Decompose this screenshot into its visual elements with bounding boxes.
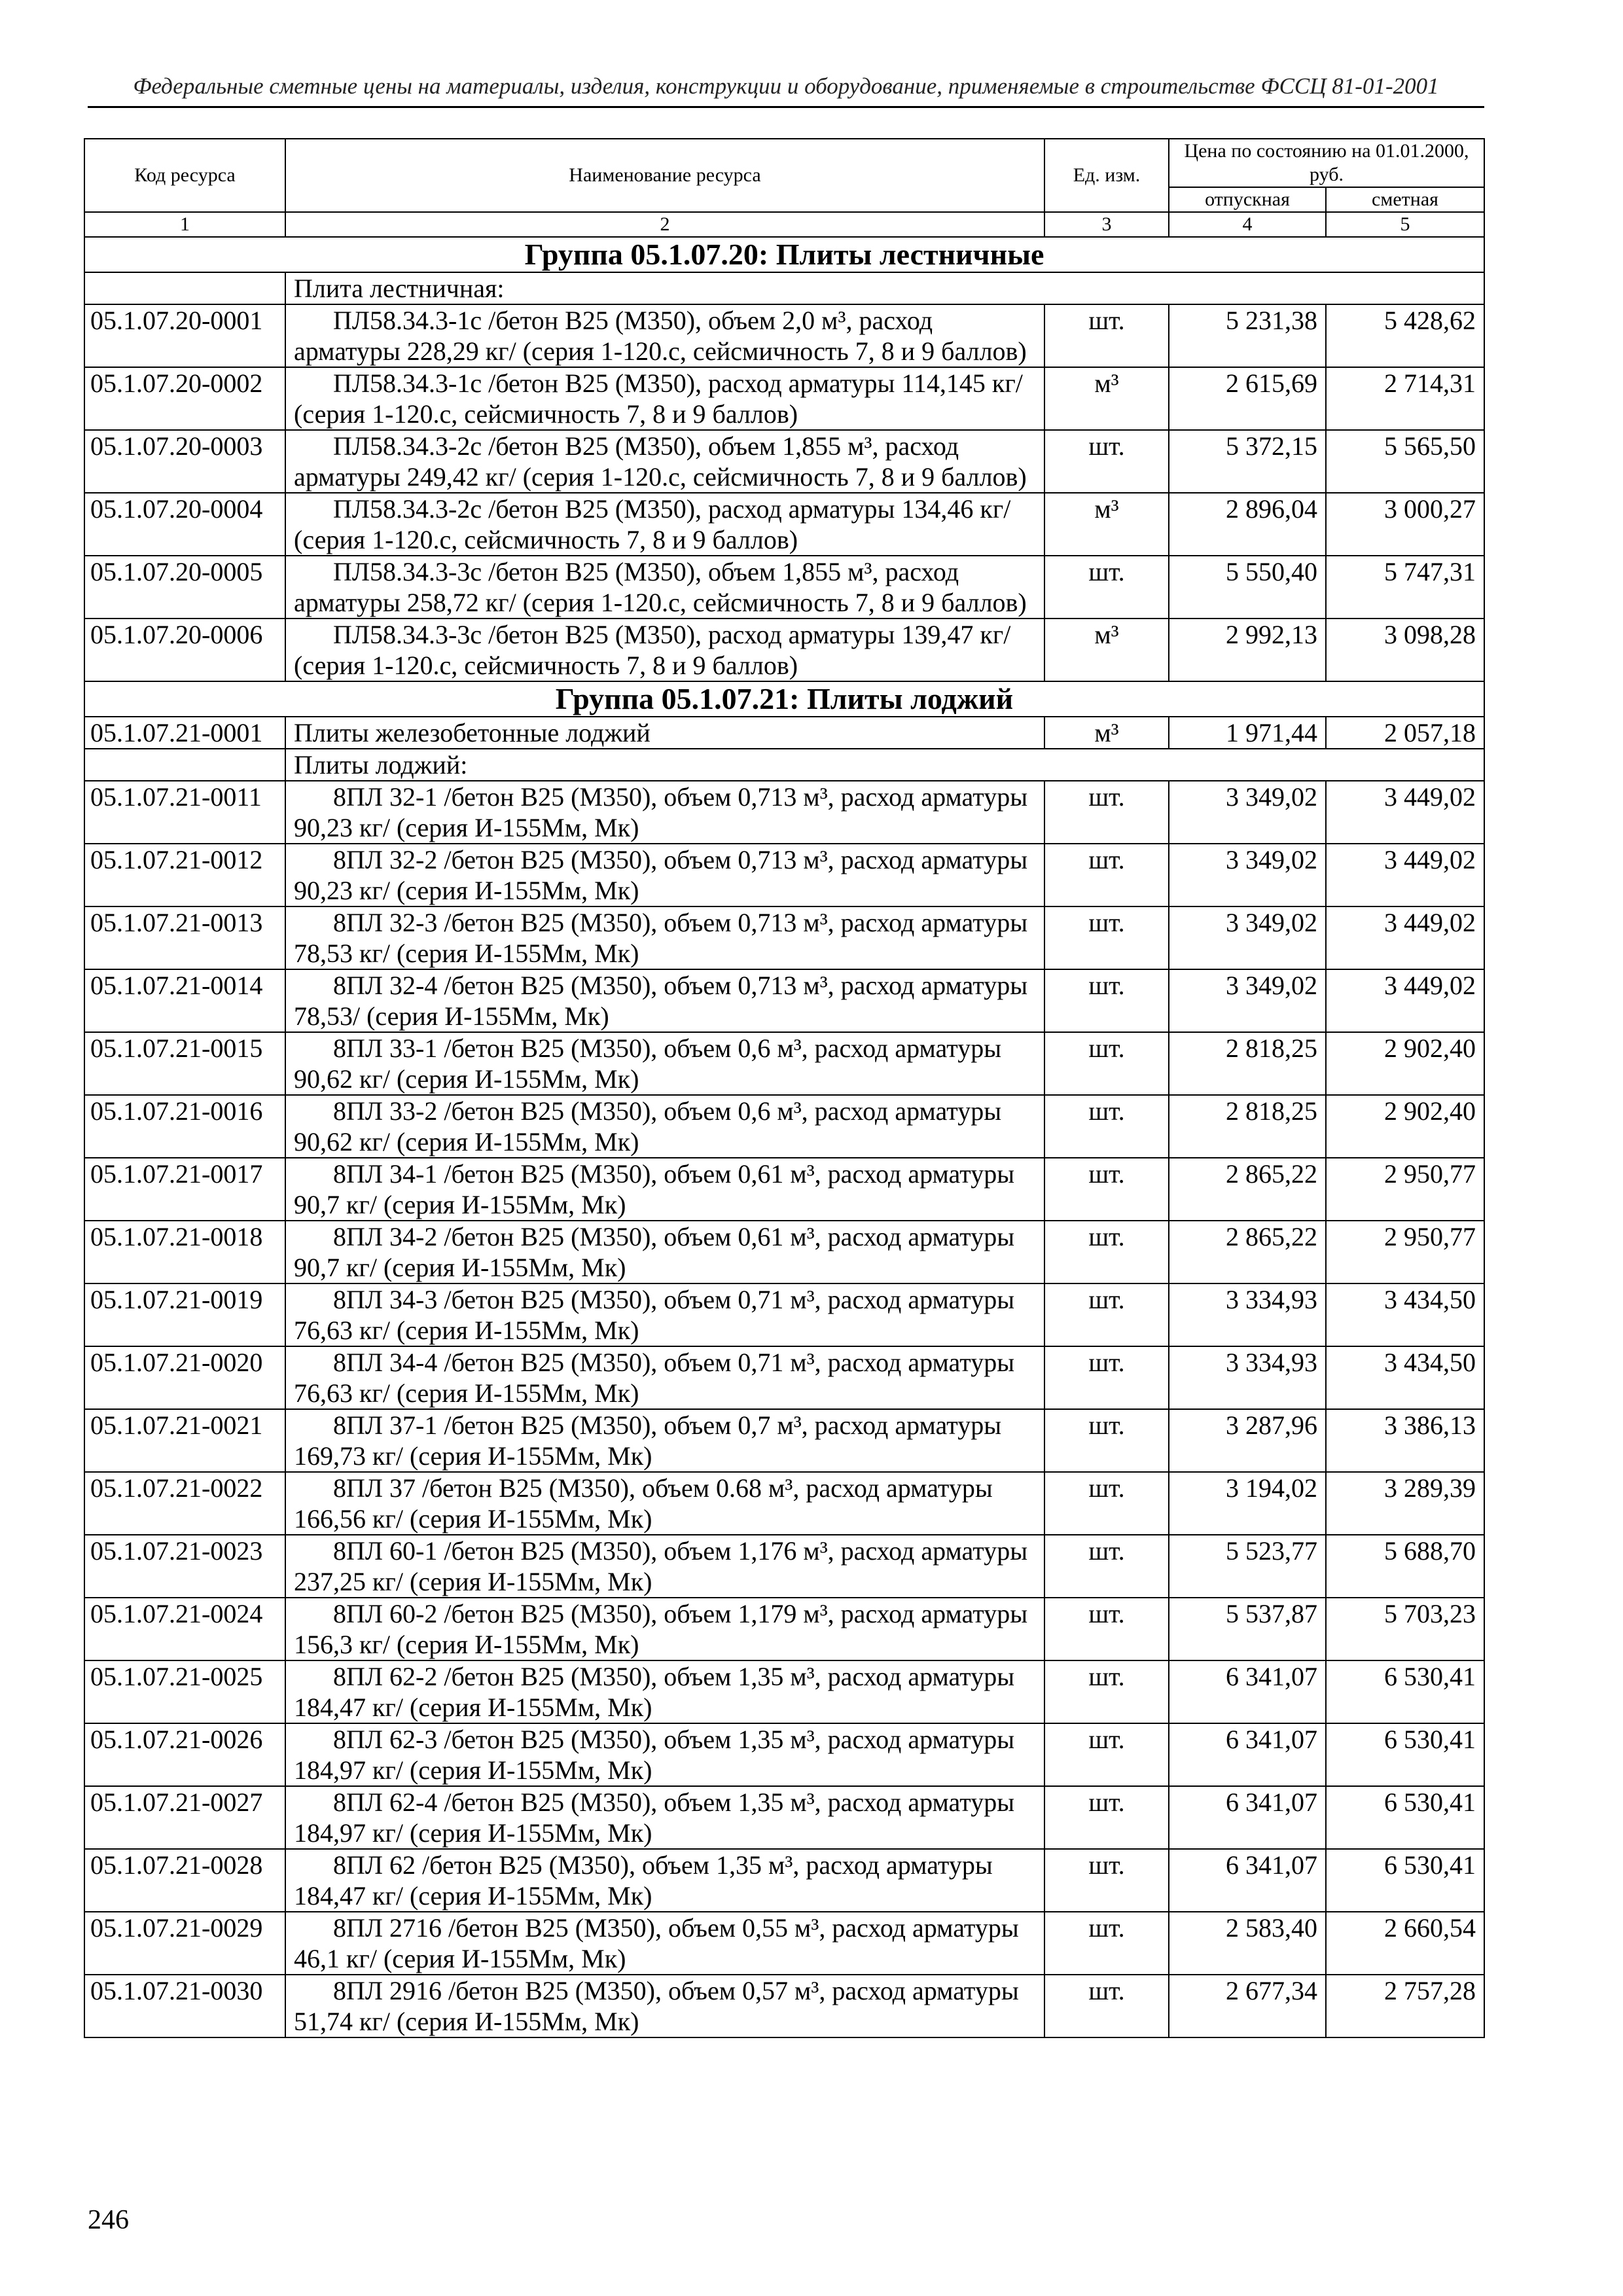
resource-name-text: ПЛ58.34.3-1с /бетон В25 (М350), объем 2,0 м³, расход арматуры 228,29 кг/ (серия 1-120.с, сейсмичность 7, 8 и 9 баллов)	[294, 306, 1027, 366]
resource-name	[285, 1032, 1044, 1095]
header-rule	[88, 106, 1484, 108]
price-estimate: 3 289,39	[1326, 1472, 1484, 1535]
price-release: 5 550,40	[1169, 556, 1326, 619]
price-release: 6 341,07	[1169, 1660, 1326, 1723]
resource-name	[285, 1723, 1044, 1786]
unit: шт.	[1044, 1598, 1169, 1660]
resource-name-text: 8ПЛ 62 /бетон В25 (М350), объем 1,35 м³, расход арматуры 184,47 кг/ (серия И-155Мм, Мк)	[294, 1850, 993, 1910]
price-estimate: 3 449,02	[1326, 906, 1484, 969]
price-release: 6 341,07	[1169, 1786, 1326, 1849]
resource-name	[285, 1346, 1044, 1409]
price-release: 5 372,15	[1169, 430, 1326, 493]
price-release: 3 349,02	[1169, 781, 1326, 844]
resource-name	[285, 1535, 1044, 1598]
resource-name-text: ПЛ58.34.3-3с /бетон В25 (М350), расход арматуры 139,47 кг/ (серия 1-120.с, сейсмичность 7, 8 и 9 баллов)	[294, 620, 1011, 680]
col-number: 4	[1169, 212, 1326, 237]
table-row	[84, 717, 1484, 749]
price-estimate: 6 530,41	[1326, 1723, 1484, 1786]
resource-code: 05.1.07.21-0001	[84, 717, 285, 749]
price-estimate: 3 449,02	[1326, 781, 1484, 844]
resource-name-text: 8ПЛ 34-3 /бетон В25 (М350), объем 0,71 м³, расход арматуры 76,63 кг/ (серия И-155Мм, Мк)	[294, 1285, 1015, 1345]
table-row	[84, 1912, 1484, 1975]
header-name: Наименование ресурса	[285, 139, 1044, 212]
resource-name-text: 8ПЛ 34-2 /бетон В25 (М350), объем 0,61 м³, расход арматуры 90,7 кг/ (серия И-155Мм, Мк)	[294, 1222, 1015, 1282]
resource-name-text: 8ПЛ 62-4 /бетон В25 (М350), объем 1,35 м³, расход арматуры 184,97 кг/ (серия И-155Мм, Мк)	[294, 1787, 1015, 1848]
resource-name	[285, 1283, 1044, 1346]
resource-name-text: 8ПЛ 62-3 /бетон В25 (М350), объем 1,35 м³, расход арматуры 184,97 кг/ (серия И-155Мм, Мк)	[294, 1725, 1015, 1785]
resource-name	[285, 781, 1044, 844]
resource-code: 05.1.07.21-0029	[84, 1912, 285, 1975]
resource-name	[285, 556, 1044, 619]
price-estimate: 6 530,41	[1326, 1786, 1484, 1849]
price-release: 2 615,69	[1169, 367, 1326, 430]
resource-name	[285, 1660, 1044, 1723]
resource-code: 05.1.07.21-0019	[84, 1283, 285, 1346]
price-release: 1 971,44	[1169, 717, 1326, 749]
unit: шт.	[1044, 1346, 1169, 1409]
unit: шт.	[1044, 430, 1169, 493]
resource-name-text: 8ПЛ 34-4 /бетон В25 (М350), объем 0,71 м³, расход арматуры 76,63 кг/ (серия И-155Мм, Мк)	[294, 1348, 1015, 1408]
resource-name-text: 8ПЛ 33-2 /бетон В25 (М350), объем 0,6 м³, расход арматуры 90,62 кг/ (серия И-155Мм, Мк)	[294, 1096, 1002, 1157]
header-price: Цена по состоянию на 01.01.2000, руб.	[1169, 139, 1484, 187]
price-estimate: 2 660,54	[1326, 1912, 1484, 1975]
resource-name	[285, 1095, 1044, 1158]
price-release: 2 896,04	[1169, 493, 1326, 556]
price-estimate: 3 386,13	[1326, 1409, 1484, 1472]
price-release: 3 334,93	[1169, 1346, 1326, 1409]
unit: шт.	[1044, 1786, 1169, 1849]
resource-name-text: ПЛ58.34.3-2с /бетон В25 (М350), расход арматуры 134,46 кг/ (серия 1-120.с, сейсмичность 7, 8 и 9 баллов)	[294, 494, 1011, 554]
table-row	[84, 1409, 1484, 1472]
price-estimate: 3 434,50	[1326, 1346, 1484, 1409]
resource-name-text: 8ПЛ 37-1 /бетон В25 (М350), объем 0,7 м³, расход арматуры 169,73 кг/ (серия И-155Мм, Мк)	[294, 1410, 1002, 1471]
unit: шт.	[1044, 304, 1169, 367]
resource-code: 05.1.07.21-0022	[84, 1472, 285, 1535]
table-row	[84, 556, 1484, 619]
group-title: Группа 05.1.07.21: Плиты лоджий	[84, 681, 1484, 717]
price-release: 5 523,77	[1169, 1535, 1326, 1598]
table-row	[84, 1472, 1484, 1535]
header-price-estimate: сметная	[1326, 187, 1484, 212]
price-release: 3 349,02	[1169, 844, 1326, 906]
header-code: Код ресурса	[84, 139, 285, 212]
table-row	[84, 1598, 1484, 1660]
price-estimate: 5 565,50	[1326, 430, 1484, 493]
price-estimate: 3 434,50	[1326, 1283, 1484, 1346]
price-estimate: 5 428,62	[1326, 304, 1484, 367]
price-estimate: 2 757,28	[1326, 1975, 1484, 2037]
resource-name	[285, 493, 1044, 556]
price-estimate: 3 098,28	[1326, 619, 1484, 681]
resource-code: 05.1.07.21-0027	[84, 1786, 285, 1849]
empty-cell	[84, 749, 285, 781]
resource-code: 05.1.07.21-0021	[84, 1409, 285, 1472]
col-number: 2	[285, 212, 1044, 237]
header-price-release: отпускная	[1169, 187, 1326, 212]
resource-code: 05.1.07.20-0006	[84, 619, 285, 681]
unit: шт.	[1044, 1975, 1169, 2037]
resource-name-text: 8ПЛ 60-2 /бетон В25 (М350), объем 1,179 м³, расход арматуры 156,3 кг/ (серия И-155Мм, Мк)	[294, 1599, 1028, 1659]
price-release: 3 349,02	[1169, 906, 1326, 969]
resource-code: 05.1.07.21-0016	[84, 1095, 285, 1158]
resource-code: 05.1.07.21-0020	[84, 1346, 285, 1409]
unit: шт.	[1044, 1221, 1169, 1283]
resource-name	[285, 717, 1044, 749]
col-number: 1	[84, 212, 285, 237]
unit: м³	[1044, 619, 1169, 681]
price-estimate: 6 530,41	[1326, 1849, 1484, 1912]
price-release: 5 537,87	[1169, 1598, 1326, 1660]
price-estimate: 3 000,27	[1326, 493, 1484, 556]
resource-code: 05.1.07.21-0017	[84, 1158, 285, 1221]
resource-code: 05.1.07.20-0001	[84, 304, 285, 367]
table-row	[84, 1032, 1484, 1095]
resource-name	[285, 1409, 1044, 1472]
table-row	[84, 304, 1484, 367]
price-estimate: 5 703,23	[1326, 1598, 1484, 1660]
price-release: 2 818,25	[1169, 1095, 1326, 1158]
table-row	[84, 1975, 1484, 2037]
resource-code: 05.1.07.21-0023	[84, 1535, 285, 1598]
resource-name-text: 8ПЛ 32-3 /бетон В25 (М350), объем 0,713 м³, расход арматуры 78,53 кг/ (серия И-155Мм, Мк)	[294, 908, 1028, 968]
unit: м³	[1044, 717, 1169, 749]
price-estimate: 2 057,18	[1326, 717, 1484, 749]
resource-name-text: 8ПЛ 62-2 /бетон В25 (М350), объем 1,35 м³, расход арматуры 184,47 кг/ (серия И-155Мм, Мк)	[294, 1662, 1015, 1722]
table-row	[84, 781, 1484, 844]
column-number-row	[84, 212, 1484, 237]
table-row	[84, 1221, 1484, 1283]
unit: шт.	[1044, 906, 1169, 969]
price-release: 3 287,96	[1169, 1409, 1326, 1472]
resource-name	[285, 1221, 1044, 1283]
unit: шт.	[1044, 1095, 1169, 1158]
table-row	[84, 1723, 1484, 1786]
table-row	[84, 1535, 1484, 1598]
table-row	[84, 1283, 1484, 1346]
resource-code: 05.1.07.21-0024	[84, 1598, 285, 1660]
unit: шт.	[1044, 1283, 1169, 1346]
subheading: Плита лестничная:	[285, 272, 1484, 304]
table-row	[84, 1158, 1484, 1221]
resource-code: 05.1.07.20-0004	[84, 493, 285, 556]
resource-code: 05.1.07.21-0013	[84, 906, 285, 969]
resource-name-text: 8ПЛ 34-1 /бетон В25 (М350), объем 0,61 м³, расход арматуры 90,7 кг/ (серия И-155Мм, Мк)	[294, 1159, 1015, 1219]
resource-code: 05.1.07.21-0028	[84, 1849, 285, 1912]
price-estimate: 2 902,40	[1326, 1032, 1484, 1095]
subheading-row	[84, 272, 1484, 304]
resource-name	[285, 969, 1044, 1032]
table-row	[84, 1095, 1484, 1158]
table-row	[84, 430, 1484, 493]
table-row	[84, 493, 1484, 556]
resource-name-text: 8ПЛ 2716 /бетон В25 (М350), объем 0,55 м³, расход арматуры 46,1 кг/ (серия И-155Мм, Мк)	[294, 1913, 1019, 1973]
price-estimate: 2 902,40	[1326, 1095, 1484, 1158]
price-estimate: 3 449,02	[1326, 844, 1484, 906]
running-header: Федеральные сметные цены на материалы, изделия, конструкции и оборудование, применяемые в строительстве ФССЦ 81-01-2001	[133, 73, 1439, 99]
table-row	[84, 367, 1484, 430]
unit: шт.	[1044, 556, 1169, 619]
resource-name-text: 8ПЛ 37 /бетон В25 (М350), объем 0.68 м³, расход арматуры 166,56 кг/ (серия И-155Мм, Мк)	[294, 1473, 993, 1534]
resource-name	[285, 1158, 1044, 1221]
price-release: 3 334,93	[1169, 1283, 1326, 1346]
price-estimate: 5 688,70	[1326, 1535, 1484, 1598]
unit: шт.	[1044, 1912, 1169, 1975]
resource-name-text: 8ПЛ 32-1 /бетон В25 (М350), объем 0,713 м³, расход арматуры 90,23 кг/ (серия И-155Мм, Мк)	[294, 782, 1028, 842]
unit: шт.	[1044, 1158, 1169, 1221]
resource-name-text: ПЛ58.34.3-1с /бетон В25 (М350), расход арматуры 114,145 кг/ (серия 1-120.с, сейсмичность 7, 8 и 9 баллов)	[294, 368, 1023, 429]
resource-code: 05.1.07.21-0011	[84, 781, 285, 844]
resource-code: 05.1.07.20-0002	[84, 367, 285, 430]
resource-name-text: 8ПЛ 60-1 /бетон В25 (М350), объем 1,176 м³, расход арматуры 237,25 кг/ (серия И-155Мм, Мк)	[294, 1536, 1028, 1596]
resource-name-text: 8ПЛ 2916 /бетон В25 (М350), объем 0,57 м³, расход арматуры 51,74 кг/ (серия И-155Мм, Мк)	[294, 1976, 1019, 2036]
table-row	[84, 1660, 1484, 1723]
resource-name	[285, 844, 1044, 906]
resource-code: 05.1.07.20-0005	[84, 556, 285, 619]
resource-name-text: 8ПЛ 32-4 /бетон В25 (М350), объем 0,713 м³, расход арматуры 78,53/ (серия И-155Мм, Мк)	[294, 971, 1028, 1031]
unit: шт.	[1044, 1032, 1169, 1095]
table-row	[84, 906, 1484, 969]
table-row	[84, 619, 1484, 681]
resource-name	[285, 619, 1044, 681]
resource-code: 05.1.07.21-0014	[84, 969, 285, 1032]
price-estimate: 3 449,02	[1326, 969, 1484, 1032]
resource-code: 05.1.07.21-0030	[84, 1975, 285, 2037]
subheading-row	[84, 749, 1484, 781]
unit: шт.	[1044, 1660, 1169, 1723]
resource-name-text: ПЛ58.34.3-3с /бетон В25 (М350), объем 1,855 м³, расход арматуры 258,72 кг/ (серия 1-120.с, сейсмичность 7, 8 и 9 баллов)	[294, 557, 1027, 617]
resource-code: 05.1.07.21-0018	[84, 1221, 285, 1283]
resource-name	[285, 1472, 1044, 1535]
col-number: 5	[1326, 212, 1484, 237]
price-estimate: 2 950,77	[1326, 1221, 1484, 1283]
resource-name	[285, 304, 1044, 367]
resource-name-text: 8ПЛ 33-1 /бетон В25 (М350), объем 0,6 м³, расход арматуры 90,62 кг/ (серия И-155Мм, Мк)	[294, 1033, 1002, 1094]
price-release: 3 349,02	[1169, 969, 1326, 1032]
resource-name	[285, 1786, 1044, 1849]
empty-cell	[84, 272, 285, 304]
page-number: 246	[88, 2205, 129, 2235]
col-number: 3	[1044, 212, 1169, 237]
table-row	[84, 969, 1484, 1032]
table-header-row	[84, 139, 1484, 187]
subheading: Плиты лоджий:	[285, 749, 1484, 781]
price-release: 2 583,40	[1169, 1912, 1326, 1975]
resource-code: 05.1.07.20-0003	[84, 430, 285, 493]
unit: шт.	[1044, 844, 1169, 906]
unit: шт.	[1044, 1409, 1169, 1472]
price-table	[84, 138, 1485, 2038]
unit: м³	[1044, 367, 1169, 430]
resource-name	[285, 367, 1044, 430]
price-release: 5 231,38	[1169, 304, 1326, 367]
resource-code: 05.1.07.21-0025	[84, 1660, 285, 1723]
price-estimate: 5 747,31	[1326, 556, 1484, 619]
unit: шт.	[1044, 781, 1169, 844]
unit: шт.	[1044, 1849, 1169, 1912]
resource-name-text: Плиты железобетонные лоджий	[294, 718, 651, 747]
price-release: 6 341,07	[1169, 1723, 1326, 1786]
table-row	[84, 1346, 1484, 1409]
resource-name	[285, 1849, 1044, 1912]
group-row	[84, 681, 1484, 717]
header-unit: Ед. изм.	[1044, 139, 1169, 212]
unit: шт.	[1044, 1535, 1169, 1598]
unit: шт.	[1044, 1723, 1169, 1786]
unit: шт.	[1044, 969, 1169, 1032]
resource-name-text: 8ПЛ 32-2 /бетон В25 (М350), объем 0,713 м³, расход арматуры 90,23 кг/ (серия И-155Мм, Мк)	[294, 845, 1028, 905]
price-release: 6 341,07	[1169, 1849, 1326, 1912]
unit: м³	[1044, 493, 1169, 556]
resource-name	[285, 1912, 1044, 1975]
resource-name	[285, 1598, 1044, 1660]
resource-name	[285, 1975, 1044, 2037]
price-estimate: 2 714,31	[1326, 367, 1484, 430]
price-release: 2 992,13	[1169, 619, 1326, 681]
price-release: 2 818,25	[1169, 1032, 1326, 1095]
price-release: 2 865,22	[1169, 1221, 1326, 1283]
price-release: 3 194,02	[1169, 1472, 1326, 1535]
resource-code: 05.1.07.21-0012	[84, 844, 285, 906]
table-row	[84, 1849, 1484, 1912]
unit: шт.	[1044, 1472, 1169, 1535]
price-release: 2 865,22	[1169, 1158, 1326, 1221]
group-title: Группа 05.1.07.20: Плиты лестничные	[84, 237, 1484, 272]
price-release: 2 677,34	[1169, 1975, 1326, 2037]
table-row	[84, 1786, 1484, 1849]
resource-name-text: ПЛ58.34.3-2с /бетон В25 (М350), объем 1,855 м³, расход арматуры 249,42 кг/ (серия 1-120.с, сейсмичность 7, 8 и 9 баллов)	[294, 431, 1027, 492]
resource-code: 05.1.07.21-0015	[84, 1032, 285, 1095]
table-row	[84, 844, 1484, 906]
resource-code: 05.1.07.21-0026	[84, 1723, 285, 1786]
group-row	[84, 237, 1484, 272]
resource-name	[285, 430, 1044, 493]
resource-name	[285, 906, 1044, 969]
price-estimate: 6 530,41	[1326, 1660, 1484, 1723]
price-estimate: 2 950,77	[1326, 1158, 1484, 1221]
